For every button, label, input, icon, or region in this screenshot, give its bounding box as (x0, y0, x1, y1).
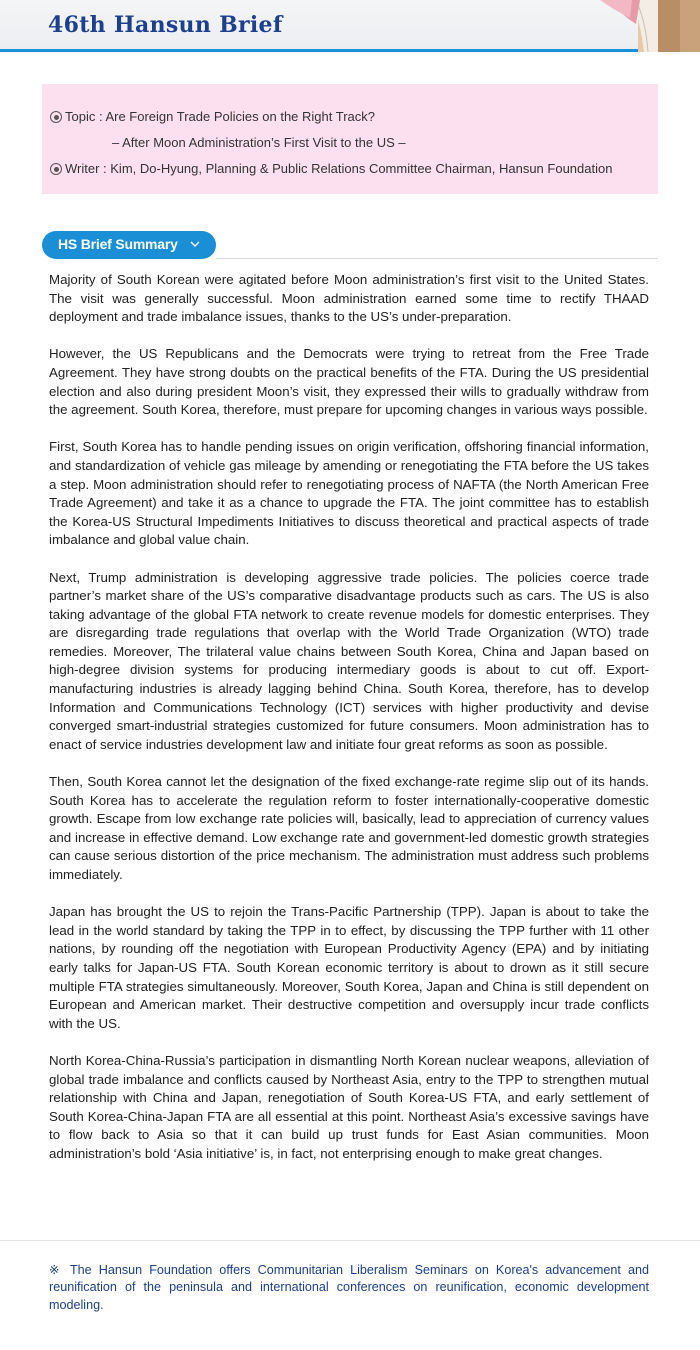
paragraph: However, the US Republicans and the Democrats were trying to retreat from the Free Trade Agreement. They have strong doubts on the practical benefits of the FTA. During the US presidential election and also during president Moon’s visit, they expressed their wills to gradually withdraw from the agreement. South Korea, therefore, must prepare for upcoming changes in various ways possible. (49, 346, 649, 418)
writer-text: Writer : Kim, Do-Hyung, Planning & Public Relations Committee Chairman, Hansun Foundation (65, 161, 613, 176)
radio-bullet-icon (50, 163, 62, 175)
paragraph: Majority of South Korean were agitated before Moon administration’s first visit to the United States. The visit was generally successful. Moon administration earned some time to rectify THAAD deployment and trade imbalance issues, thanks to the US’s under-preparation. (49, 272, 649, 325)
paragraph: Japan has brought the US to rejoin the Trans-Pacific Partnership (TPP). Japan is about to take the lead in the world standard by taking the TPP in to effect, by discussing the TPP further with 11 other nations, by rounding off the negotiation with European Productivity Agency (EPA) and by initiating early talks for Japan-US FTA. South Korean economic territory is about to drown as it still secure multiple FTA strategies simultaneously. Moreover, South Korea, Japan and China is still dependent on European and American market. Their destructive competition and oversupply incur trade conflicts with the US. (49, 904, 649, 1031)
topic-subtitle-line (50, 130, 658, 156)
radio-bullet-icon (50, 111, 62, 123)
paragraph: First, South Korea has to handle pending issues on origin verification, offshoring financial information, and standardization of vehicle gas mileage by amending or renegotiating the FTA before the US takes a step. Moon administration should refer to renegotiating process of NAFTA (the North American Free Trade Agreement) and take it as a chance to upgrade the FTA. The joint committee has to establish the Korea-US Structural Impediments Initiatives to discuss theoretical and practical aspects of trade imbalance and global value chain. (49, 439, 649, 548)
divider (0, 1240, 700, 1241)
divider (216, 258, 658, 259)
page-header (0, 0, 700, 52)
chevron-down-icon (188, 237, 202, 251)
summary-tab-label: HS Brief Summary (58, 236, 178, 252)
writer-line (50, 156, 658, 182)
summary-tab[interactable] (42, 231, 216, 259)
topic-line (50, 104, 658, 130)
footer-note: ※ The Hansun Foundation offers Communitarian Liberalism Seminars on Korea's advancement and reunification of the peninsula and international conferences on reunification, economic development modeling. (49, 1263, 649, 1312)
topic-subtitle: – After Moon Administration’s First Visit to the US – (112, 135, 406, 150)
topic-text: Topic : Are Foreign Trade Policies on the Right Track? (65, 109, 375, 124)
paragraph: Next, Trump administration is developing aggressive trade policies. The policies coerce trade partner’s market share of the US’s comparative disadvantage products such as cars. The US is also taking advantage of the global FTA network to create revenue models for domestic enterprises. They are disregarding trade regulations that overlap with the World Trade Organization (WTO) trade remedies. Moreover, The trilateral value chains between South Korea, China and Japan based on high-degree division systems for producing intermediary goods is about to cut off. Export-manufacturing industries is already lagging behind China. South Korea, therefore, has to develop Information and Communications Technology (ICT) services with higher productivity and devise converged smart-industrial strategies customized for future consumers. Moon administration has to enact of service industries development law and initiate four great reforms as soon as possible. (49, 569, 649, 752)
paragraph: Then, South Korea cannot let the designation of the fixed exchange-rate regime slip out of its hands. South Korea has to accelerate the regulation reform to foster internationally-cooperative domestic growth. Escape from low exchange rate policies will, basically, lead to appreciation of currency values and increase in effective demand. Low exchange rate and government-led domestic growth strategies can cause serious distortion of the price mechanism. The administration must address such problems immediately. (49, 774, 649, 882)
brief-title: 46th Hansun Brief (48, 12, 283, 38)
books-illustration (540, 0, 700, 52)
paragraph: North Korea-China-Russia’s participation in dismantling North Korean nuclear weapons, alleviation of global trade imbalance and conflicts caused by Northeast Asia, entry to the TPP to strengthen mutual relationship with China and Japan, renegotiation of South Korea-US FTA, and early settlement of South Korea-China-Japan FTA are all essential at this point. Northeast Asia’s excessive savings have to flow back to Asia so that it can build up trust funds for East Asian communities. Moon administration’s bold ‘Asia initiative’ is, in fact, not enterprising enough to make great changes. (49, 1052, 649, 1161)
summary-body (49, 271, 649, 1182)
topic-box (42, 84, 658, 194)
